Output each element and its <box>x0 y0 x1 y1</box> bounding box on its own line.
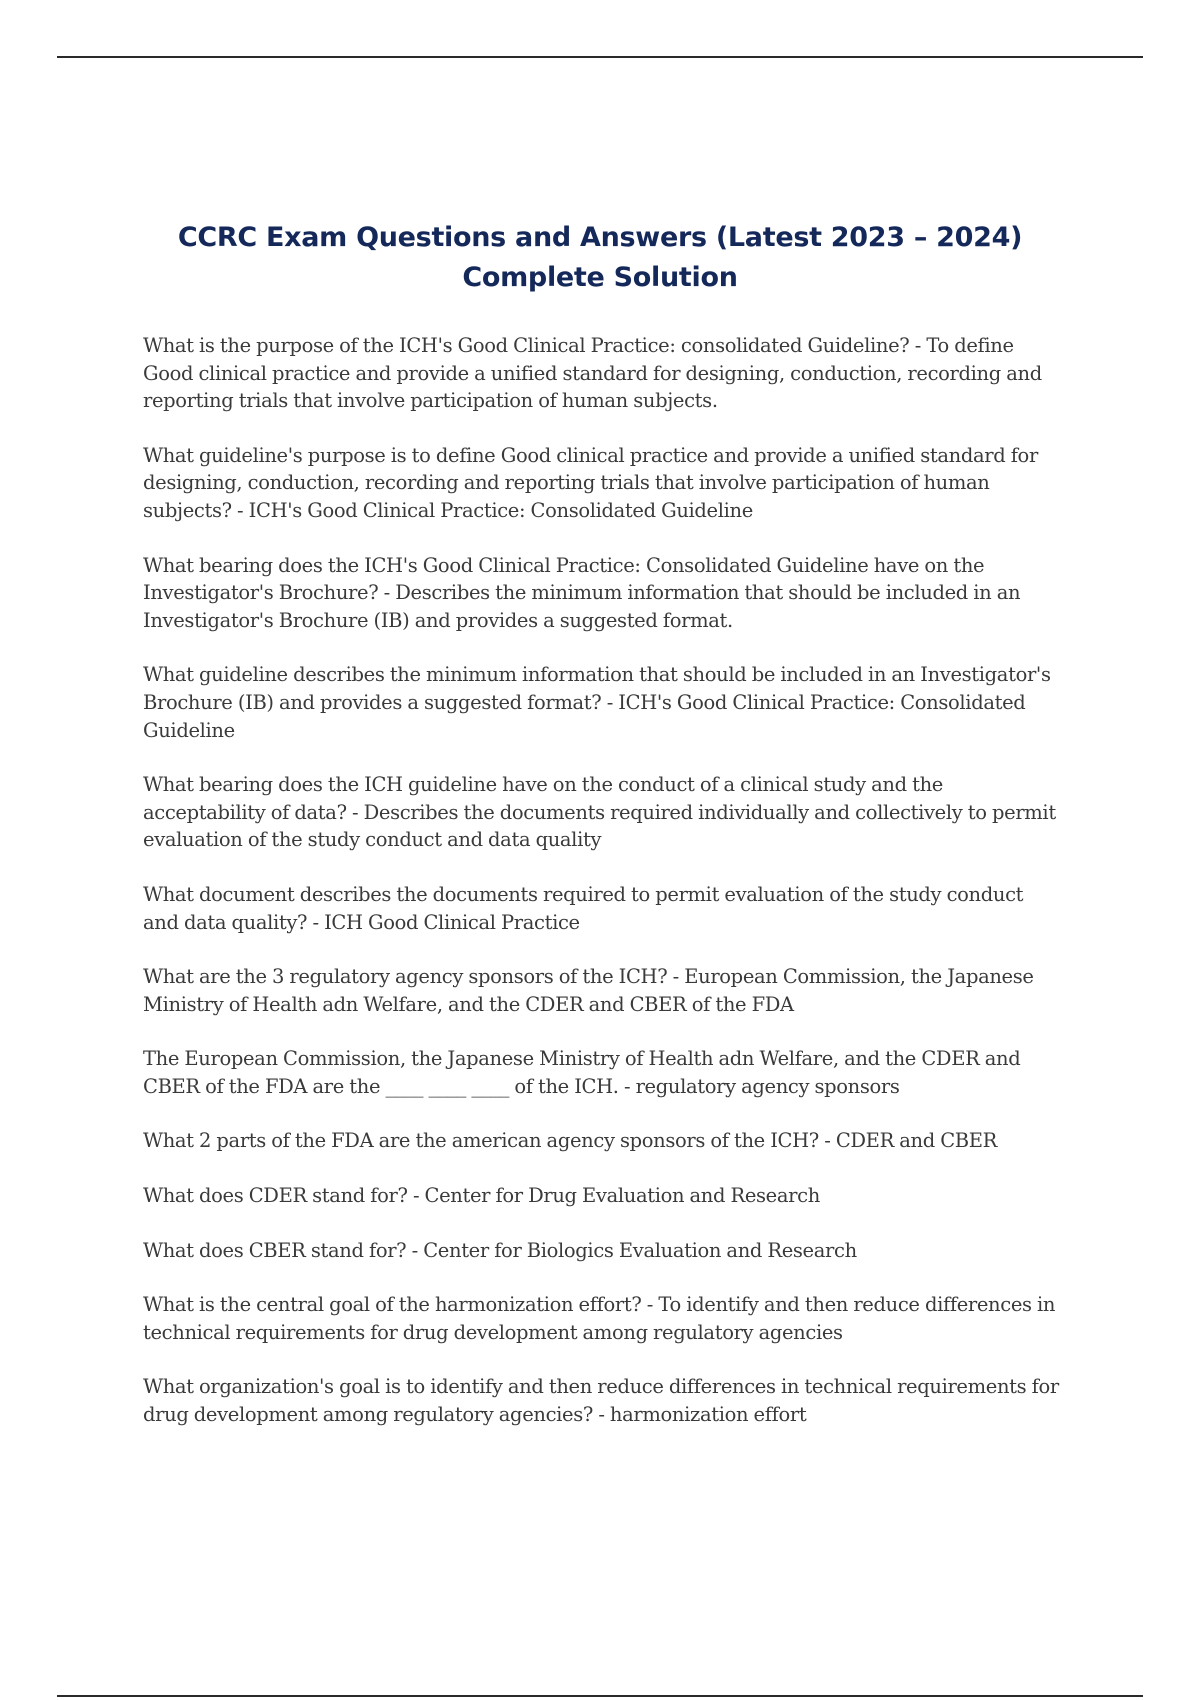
qa-item: The European Commission, the Japanese Ministry of Health adn Welfare, and the CDER and CBER of the FDA are the ____ ____ ____ of the ICH. - regulatory agency sponsors <box>143 1047 1021 1098</box>
qa-item: What is the purpose of the ICH's Good Clinical Practice: consolidated Guideline? - To define Good clinical practice and provide a unified standard for designing, conduction, recording and reporting trials that involve participation of human subjects. <box>143 334 1042 413</box>
document-title <box>120 218 1080 298</box>
qa-item: What bearing does the ICH's Good Clinical Practice: Consolidated Guideline have on the Investigator's Brochure? - Describes the minimum information that should be included in an Investigator's Brochure (IB) and provides a suggested format. <box>143 553 1021 632</box>
qa-item: What does CDER stand for? - Center for Drug Evaluation and Research <box>143 1184 820 1208</box>
title-line-1: CCRC Exam Questions and Answers (Latest 2023 – 2024) <box>177 222 1023 253</box>
qa-list <box>143 332 1063 1456</box>
qa-item: What document describes the documents required to permit evaluation of the study conduct and data quality? - ICH Good Clinical Practice <box>143 882 1024 934</box>
top-divider <box>57 56 1143 58</box>
bottom-divider <box>57 1695 1143 1697</box>
qa-item: What bearing does the ICH guideline have on the conduct of a clinical study and the acceptability of data? - Describes the documents required individually and collectively to permit evaluation of the study conduct and data quality <box>143 773 1056 852</box>
qa-item: What is the central goal of the harmonization effort? - To identify and then reduce differences in technical requirements for drug development among regulatory agencies <box>143 1293 1056 1344</box>
title-line-2: Complete Solution <box>462 262 738 293</box>
qa-item: What guideline's purpose is to define Good clinical practice and provide a unified standard for designing, conduction, recording and reporting trials that involve participation of human subjects? - ICH's Good Clinical Practice: Consolidated Guideline <box>143 443 1038 522</box>
qa-item: What are the 3 regulatory agency sponsors of the ICH? - European Commission, the Japanese Ministry of Health adn Welfare, and the CDER and CBER of the FDA <box>143 965 1034 1016</box>
qa-item: What guideline describes the minimum information that should be included in an Investigator's Brochure (IB) and provides a suggested format? - ICH's Good Clinical Practice: Consolidated Guideline <box>143 663 1051 742</box>
qa-item: What does CBER stand for? - Center for Biologics Evaluation and Research <box>143 1238 857 1262</box>
qa-item: What 2 parts of the FDA are the american agency sponsors of the ICH? - CDER and CBER <box>143 1129 997 1153</box>
qa-item: What organization's goal is to identify and then reduce differences in technical requirements for drug development among regulatory agencies? - harmonization effort <box>143 1375 1059 1427</box>
